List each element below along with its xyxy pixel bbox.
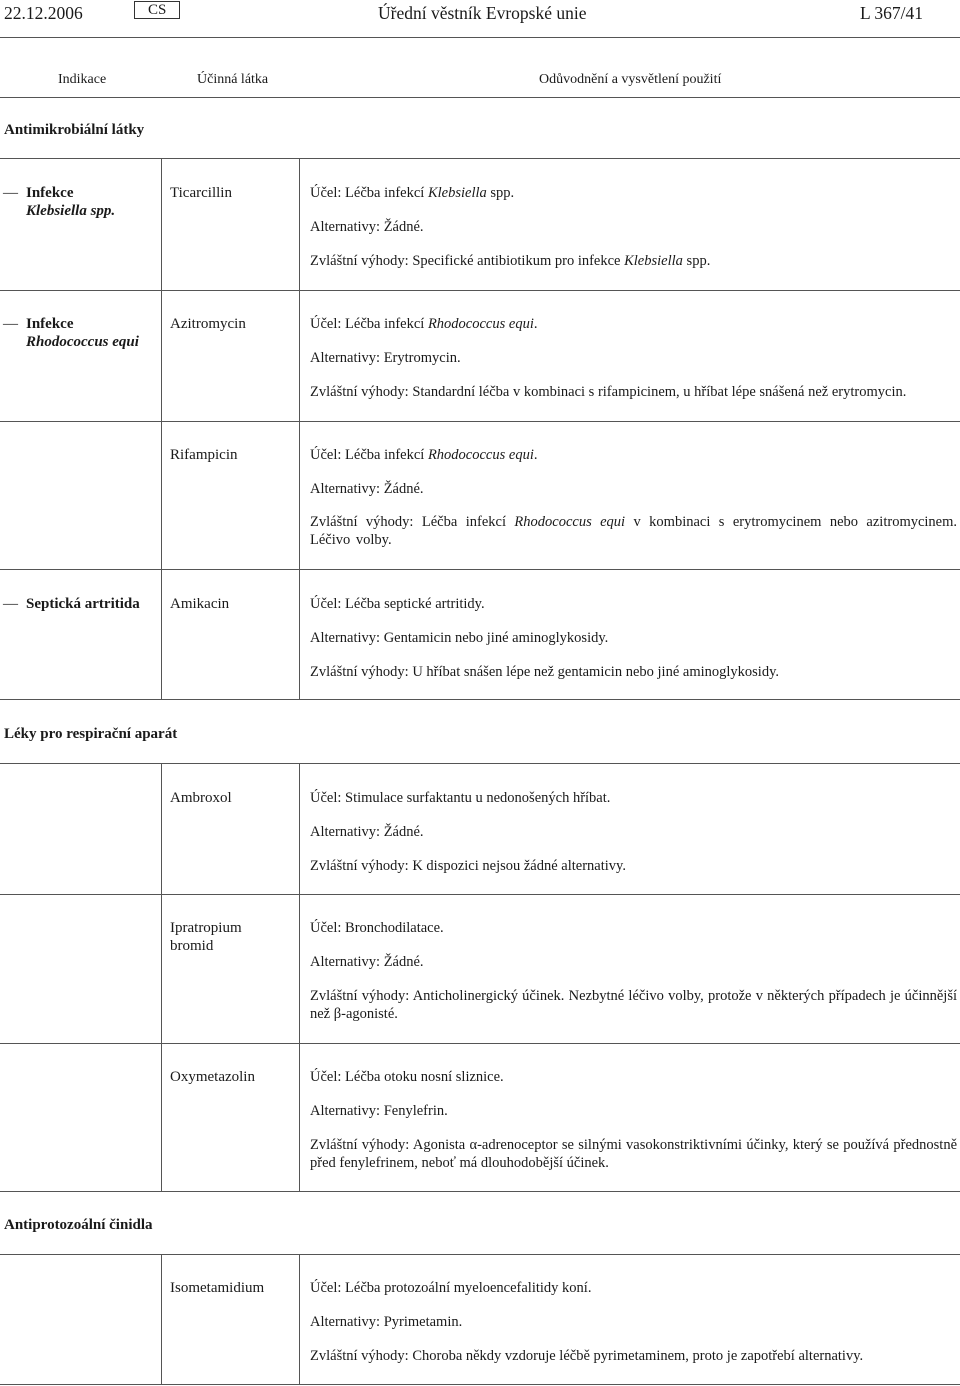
column-divider bbox=[161, 1254, 162, 1385]
advantages-text: Choroba někdy vzdoruje léčbě pyrimetaminem, proto je zapotřebí alternativy. bbox=[412, 1348, 864, 1364]
alternatives-line bbox=[310, 349, 957, 367]
advantages-line bbox=[310, 663, 957, 681]
list-dash: — bbox=[3, 316, 18, 332]
substance-amikacin: Amikacin bbox=[170, 596, 230, 612]
advantages-line bbox=[310, 857, 957, 875]
purpose-line bbox=[310, 595, 957, 613]
substance-oxymetazolin: Oxymetazolin bbox=[170, 1069, 255, 1085]
alternatives-text: Žádné. bbox=[383, 219, 424, 235]
row-rule bbox=[0, 1191, 960, 1192]
indication-line: Infekce bbox=[26, 316, 74, 332]
purpose-line bbox=[310, 184, 957, 202]
alternatives-text: Žádné. bbox=[383, 481, 424, 497]
alternatives-line bbox=[310, 1313, 957, 1331]
purpose-line bbox=[310, 446, 957, 464]
alternatives-text: Gentamicin nebo jiné aminoglykosidy. bbox=[383, 630, 609, 646]
row-rule bbox=[0, 421, 960, 422]
alternatives-label: Alternativy: bbox=[310, 481, 381, 497]
row-rule bbox=[0, 1043, 960, 1044]
header-bottom-rule bbox=[0, 97, 960, 98]
column-divider bbox=[161, 763, 162, 1191]
alternatives-label: Alternativy: bbox=[310, 630, 381, 646]
alternatives-text: Žádné. bbox=[383, 824, 424, 840]
advantages-text: Standardní léčba v kombinaci s rifampicinem, u hříbat lépe snášená než erytromycin. bbox=[412, 384, 907, 400]
table-bottom-rule bbox=[0, 1384, 960, 1385]
advantages-line bbox=[310, 383, 957, 401]
purpose-label: Účel: bbox=[310, 596, 342, 612]
row-rule bbox=[0, 699, 960, 700]
purpose-text: Léčba infekcí bbox=[345, 316, 425, 332]
column-divider bbox=[161, 158, 162, 699]
advantages-label: Zvláštní výhody: bbox=[310, 1348, 409, 1364]
purpose-label: Účel: bbox=[310, 1069, 342, 1085]
column-header-justification: Odůvodnění a vysvětlení použití bbox=[539, 72, 722, 87]
alternatives-label: Alternativy: bbox=[310, 219, 381, 235]
language-code-box: CS bbox=[134, 1, 180, 19]
alternatives-text: Erytromycin. bbox=[383, 350, 461, 366]
column-header-substance: Účinná látka bbox=[197, 72, 269, 87]
advantages-text: Léčba infekcí bbox=[421, 514, 506, 530]
purpose-label: Účel: bbox=[310, 920, 342, 936]
advantages-text: Agonista α-adrenoceptor se silnými vasokonstriktivními účinky, který se používá přednostně před fenylefrinem, neboť má dlouhodobější účinek. bbox=[310, 1137, 958, 1171]
alternatives-line bbox=[310, 629, 957, 647]
advantages-organism: Klebsiella bbox=[624, 253, 683, 269]
alternatives-label: Alternativy: bbox=[310, 1103, 381, 1119]
advantages-label: Zvláštní výhody: bbox=[310, 858, 409, 874]
indication-line-italic: Klebsiella spp. bbox=[26, 203, 116, 219]
substance-ticarcillin: Ticarcillin bbox=[170, 185, 232, 201]
purpose-label: Účel: bbox=[310, 1280, 342, 1296]
advantages-paragraph bbox=[310, 1136, 957, 1172]
alternatives-line bbox=[310, 953, 957, 971]
section-title-antimicrobials: Antimikrobiální látky bbox=[4, 122, 145, 138]
row-rule bbox=[0, 894, 960, 895]
alternatives-label: Alternativy: bbox=[310, 824, 381, 840]
substance-line: bromid bbox=[170, 938, 214, 954]
alternatives-line bbox=[310, 480, 957, 498]
advantages-organism: Rhodococcus equi bbox=[514, 514, 626, 530]
substance-ipratropium-bromid bbox=[170, 919, 242, 955]
advantages-label: Zvláštní výhody: bbox=[310, 1137, 410, 1153]
advantages-text: Anticholinergický účinek. Nezbytné léčivo volby, protože v některých případech je účinnější než β-agonisté. bbox=[310, 988, 957, 1022]
purpose-organism: Rhodococcus equi bbox=[427, 316, 534, 332]
advantages-paragraph bbox=[310, 513, 957, 549]
purpose-line bbox=[310, 1279, 957, 1297]
page-number: L 367/41 bbox=[860, 3, 924, 23]
purpose-text: Léčba otoku nosní sliznice. bbox=[345, 1069, 504, 1085]
purpose-text: Bronchodilatace. bbox=[345, 920, 444, 936]
journal-title: Úřední věstník Evropské unie bbox=[378, 3, 587, 23]
purpose-text: Léčba septické artritidy. bbox=[345, 596, 485, 612]
section-rule bbox=[0, 1254, 960, 1255]
alternatives-line bbox=[310, 823, 957, 841]
advantages-line bbox=[310, 252, 957, 270]
column-header-indication: Indikace bbox=[58, 72, 107, 87]
advantages-label: Zvláštní výhody: bbox=[310, 384, 409, 400]
purpose-tail: . bbox=[533, 316, 538, 332]
advantages-label: Zvláštní výhody: bbox=[310, 253, 409, 269]
purpose-line bbox=[310, 1068, 957, 1086]
indication-klebsiella bbox=[3, 184, 116, 220]
purpose-text: Léčba infekcí bbox=[345, 447, 425, 463]
publication-date: 22.12.2006 bbox=[4, 3, 83, 23]
row-rule bbox=[0, 569, 960, 570]
purpose-tail: spp. bbox=[490, 185, 515, 201]
row-rule bbox=[0, 290, 960, 291]
column-divider bbox=[299, 1254, 300, 1385]
purpose-label: Účel: bbox=[310, 790, 342, 806]
alternatives-line bbox=[310, 218, 957, 236]
section-rule bbox=[0, 763, 960, 764]
indication-rhodococcus bbox=[3, 315, 139, 351]
purpose-text: Léčba protozoální myeloencefalitidy koní. bbox=[345, 1280, 592, 1296]
advantages-paragraph bbox=[310, 987, 957, 1023]
list-dash: — bbox=[3, 596, 18, 612]
substance-isometamidium: Isometamidium bbox=[170, 1280, 265, 1296]
purpose-line bbox=[310, 789, 957, 807]
purpose-organism: Klebsiella bbox=[427, 185, 487, 201]
indication-line: Septická artritida bbox=[26, 596, 140, 612]
advantages-label: Zvláštní výhody: bbox=[310, 514, 414, 530]
purpose-label: Účel: bbox=[310, 447, 342, 463]
purpose-text: Stimulace surfaktantu u nedonošených hříbat. bbox=[345, 790, 611, 806]
column-divider bbox=[299, 158, 300, 699]
purpose-line bbox=[310, 315, 957, 333]
alternatives-text: Pyrimetamin. bbox=[383, 1314, 463, 1330]
alternatives-label: Alternativy: bbox=[310, 350, 381, 366]
advantages-text: Specifické antibiotikum pro infekce bbox=[412, 253, 621, 269]
purpose-organism: Rhodococcus equi bbox=[427, 447, 534, 463]
purpose-label: Účel: bbox=[310, 185, 342, 201]
indication-septic-arthritis bbox=[3, 595, 140, 613]
alternatives-text: Fenylefrin. bbox=[383, 1103, 448, 1119]
purpose-label: Účel: bbox=[310, 316, 342, 332]
indication-line-italic: Rhodococcus equi bbox=[26, 334, 139, 350]
purpose-tail: . bbox=[533, 447, 538, 463]
purpose-text: Léčba infekcí bbox=[345, 185, 425, 201]
advantages-text: U hříbat snášen lépe než gentamicin nebo jiné aminoglykosidy. bbox=[412, 664, 780, 680]
substance-rifampicin: Rifampicin bbox=[170, 447, 238, 463]
advantages-tail: spp. bbox=[686, 253, 711, 269]
substance-ambroxol: Ambroxol bbox=[170, 790, 232, 806]
column-divider bbox=[299, 763, 300, 1191]
substance-line: Ipratropium bbox=[170, 920, 242, 936]
section-rule bbox=[0, 158, 960, 159]
advantages-text: K dispozici nejsou žádné alternativy. bbox=[412, 858, 626, 874]
advantages-line bbox=[310, 1347, 957, 1365]
alternatives-label: Alternativy: bbox=[310, 1314, 381, 1330]
advantages-label: Zvláštní výhody: bbox=[310, 664, 409, 680]
substance-azitromycin: Azitromycin bbox=[170, 316, 246, 332]
list-dash: — bbox=[3, 185, 18, 201]
table-top-rule bbox=[0, 37, 960, 38]
purpose-line bbox=[310, 919, 957, 937]
alternatives-label: Alternativy: bbox=[310, 954, 381, 970]
advantages-label: Zvláštní výhody: bbox=[310, 988, 410, 1004]
section-title-respiratory: Léky pro respirační aparát bbox=[4, 726, 178, 742]
alternatives-text: Žádné. bbox=[383, 954, 424, 970]
alternatives-line bbox=[310, 1102, 957, 1120]
section-title-antiprotozoal: Antiprotozoální činidla bbox=[4, 1217, 153, 1233]
indication-line: Infekce bbox=[26, 185, 74, 201]
advantages-tail: v kombinaci s erytromycinem nebo azitromycinem. Léčivo volby. bbox=[310, 514, 958, 548]
